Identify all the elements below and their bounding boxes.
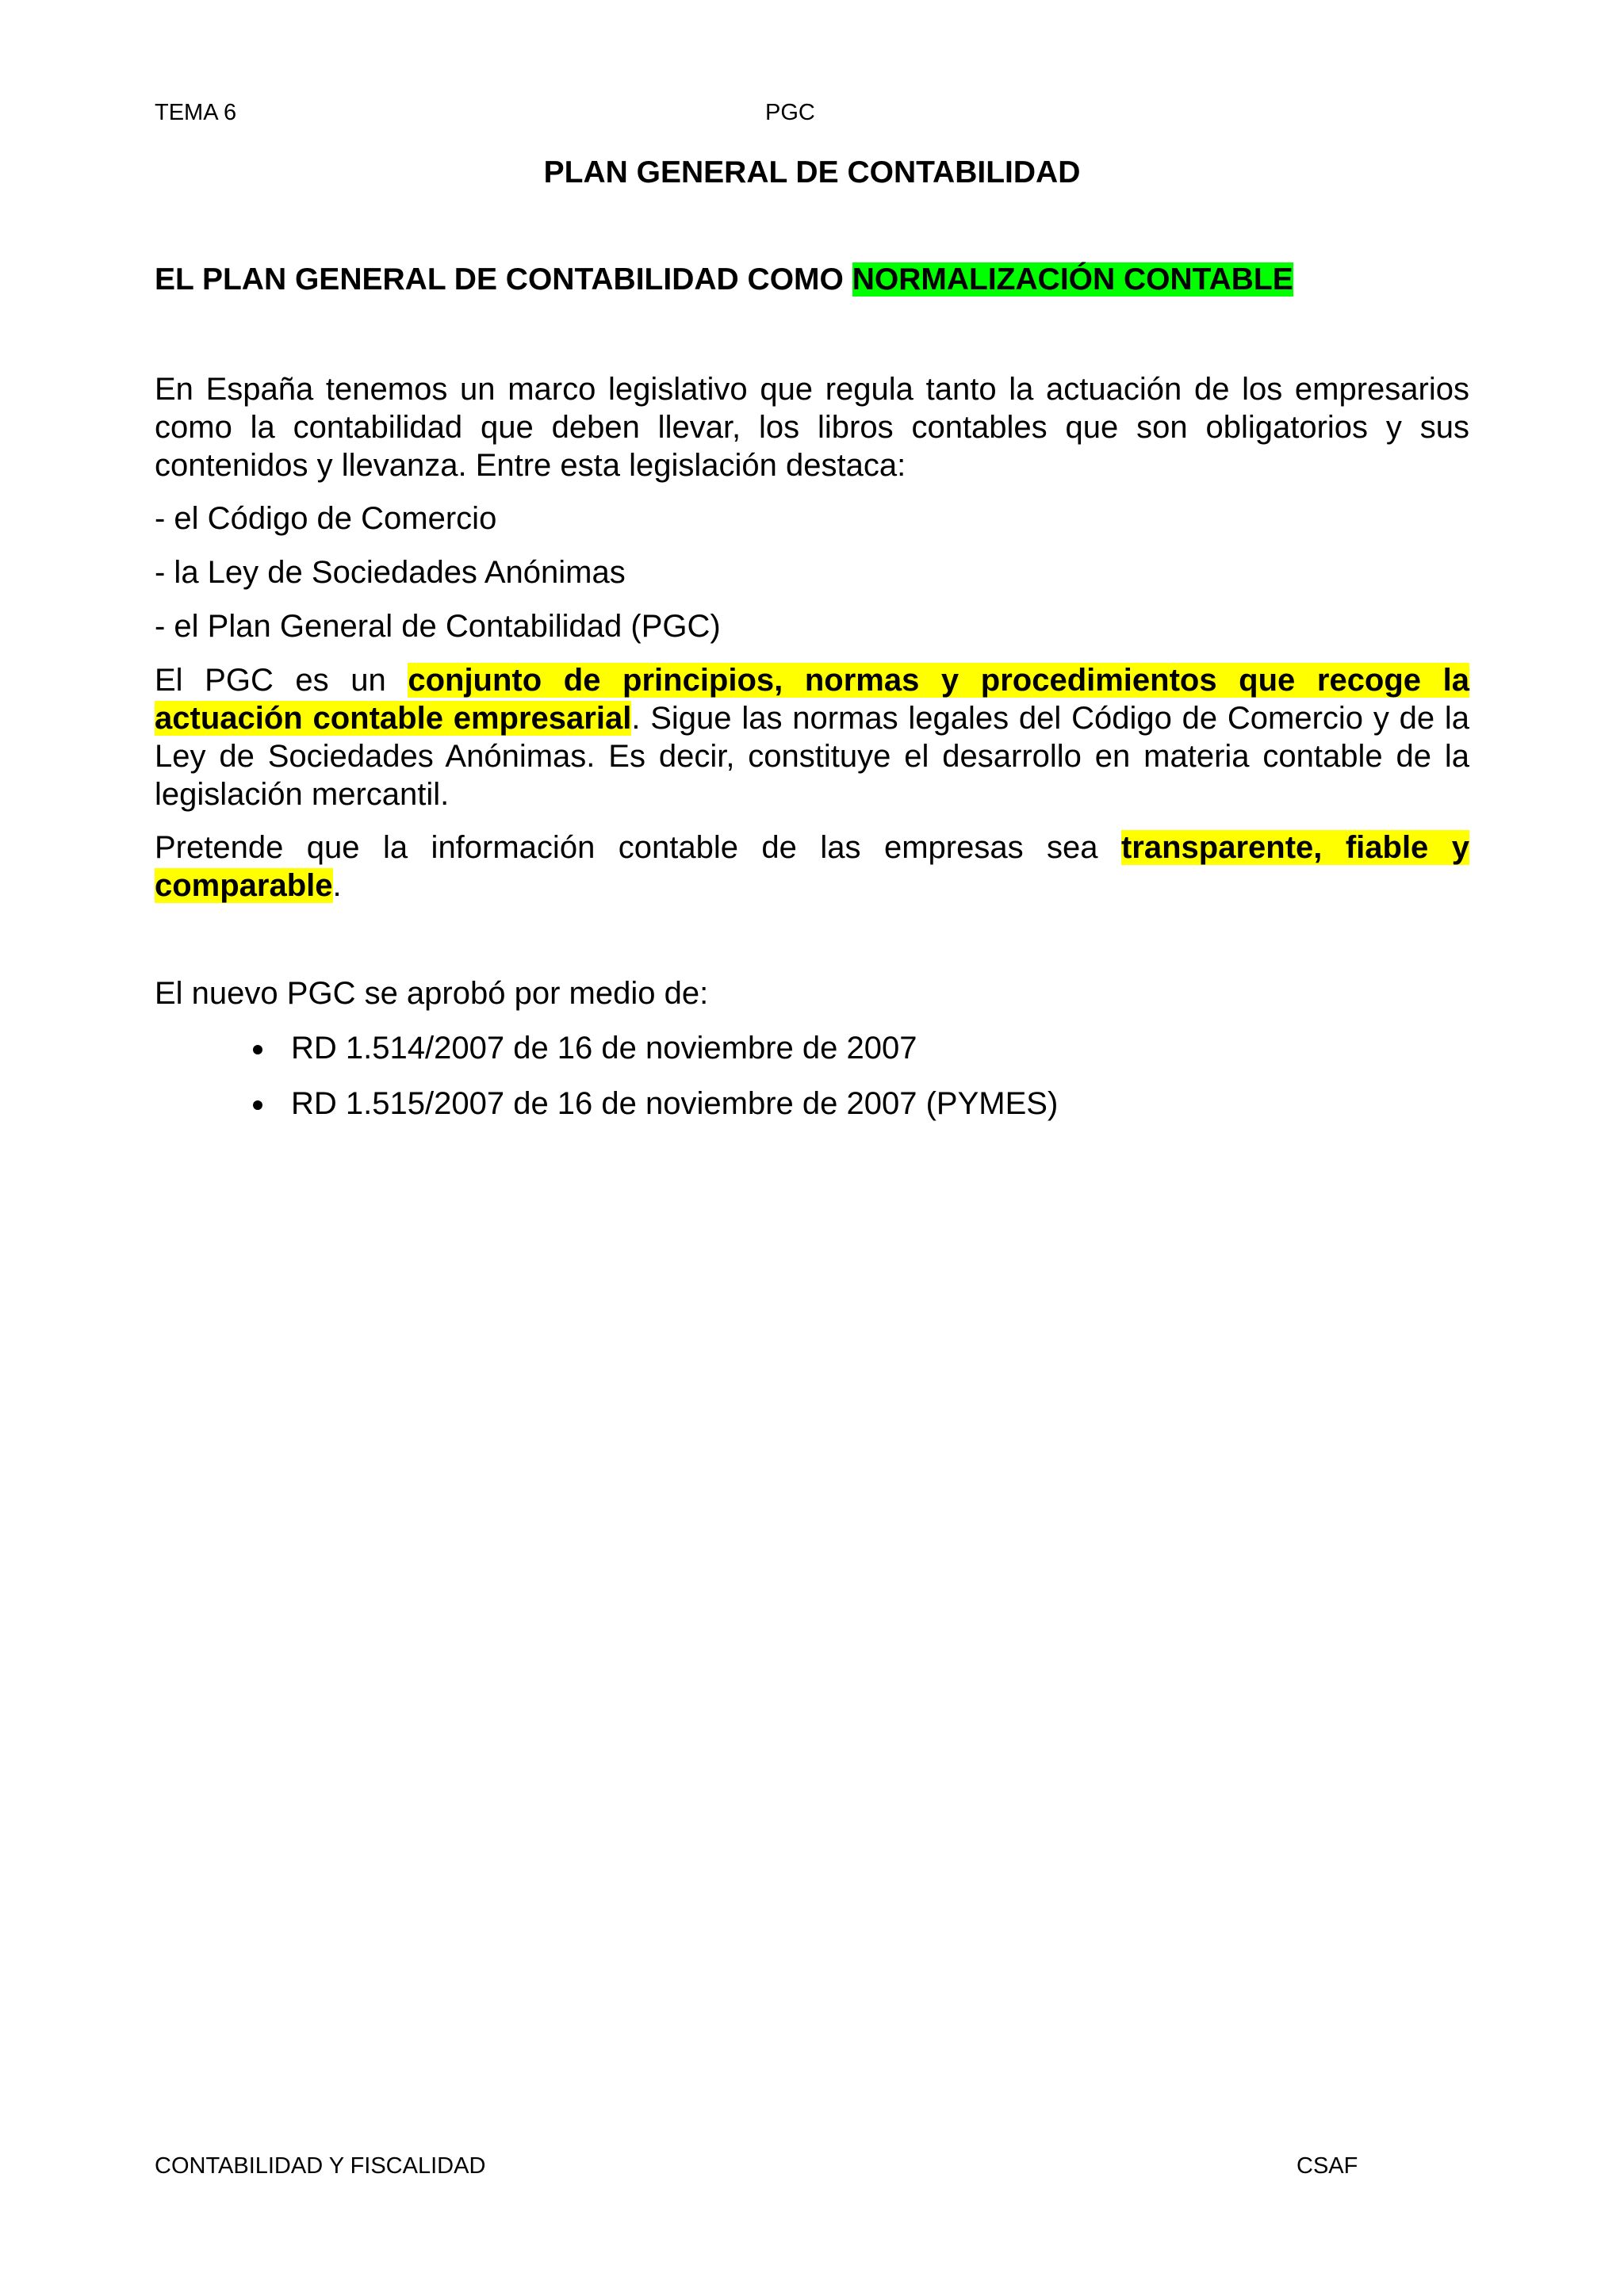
section-heading-text: EL PLAN GENERAL DE CONTABILIDAD COMO — [155, 262, 852, 297]
document-title: PLAN GENERAL DE CONTABILIDAD — [543, 155, 1081, 189]
intro-paragraph: En España tenemos un marco legislativo que regula tanto la actuación de los empresarios como la contabilidad que deben llevar, los libros contables que son obligatorios y sus contenidos y llevanza. Entre esta legislación destaca: — [155, 372, 1469, 483]
footer-right: CSAF — [1297, 2153, 1358, 2179]
pgc-definition-paragraph — [155, 661, 1469, 813]
pgc-purpose-paragraph — [155, 828, 1469, 905]
bullet-icon — [253, 1045, 262, 1054]
header-left: TEMA 6 — [155, 100, 237, 125]
bullet-text-rd-1514: RD 1.514/2007 de 16 de noviembre de 2007 — [291, 1031, 917, 1066]
bullet-item — [250, 1029, 1439, 1067]
pgc-purpose-end: . — [332, 868, 342, 903]
header-center: PGC — [765, 100, 815, 125]
section-heading — [155, 260, 1293, 300]
pgc-definition-end: . Sigue las normas legales del Código de Comercio y de la Ley de Sociedades Anónimas. Es decir, constituye el desarrollo en materia contable de la legislación mercantil. — [155, 701, 1469, 812]
bullet-item — [250, 1085, 1439, 1123]
approval-intro: El nuevo PGC se aprobó por medio de: — [155, 976, 709, 1011]
legislation-item-pgc: - el Plan General de Contabilidad (PGC) — [155, 609, 721, 644]
legislation-item-ley-sociedades: - la Ley de Sociedades Anónimas — [155, 555, 626, 590]
pgc-definition-start: El PGC es un — [155, 663, 408, 698]
footer-left: CONTABILIDAD Y FISCALIDAD — [155, 2153, 486, 2179]
pgc-definition-highlight: conjunto de principios, normas y procedimientos que recoge la actuación contable empresarial — [155, 663, 1469, 736]
legislation-item-codigo-comercio: - el Código de Comercio — [155, 501, 497, 536]
pgc-purpose-start: Pretende que la información contable de las empresas sea — [155, 830, 1121, 865]
bullet-text-rd-1515: RD 1.515/2007 de 16 de noviembre de 2007 (PYMES) — [291, 1086, 1059, 1121]
pgc-purpose-highlight: transparente, fiable y comparable — [155, 830, 1469, 903]
bullet-icon — [253, 1100, 262, 1110]
approval-bullet-list — [250, 1029, 1439, 1140]
section-heading-highlight: NORMALIZACIÓN CONTABLE — [852, 262, 1293, 297]
